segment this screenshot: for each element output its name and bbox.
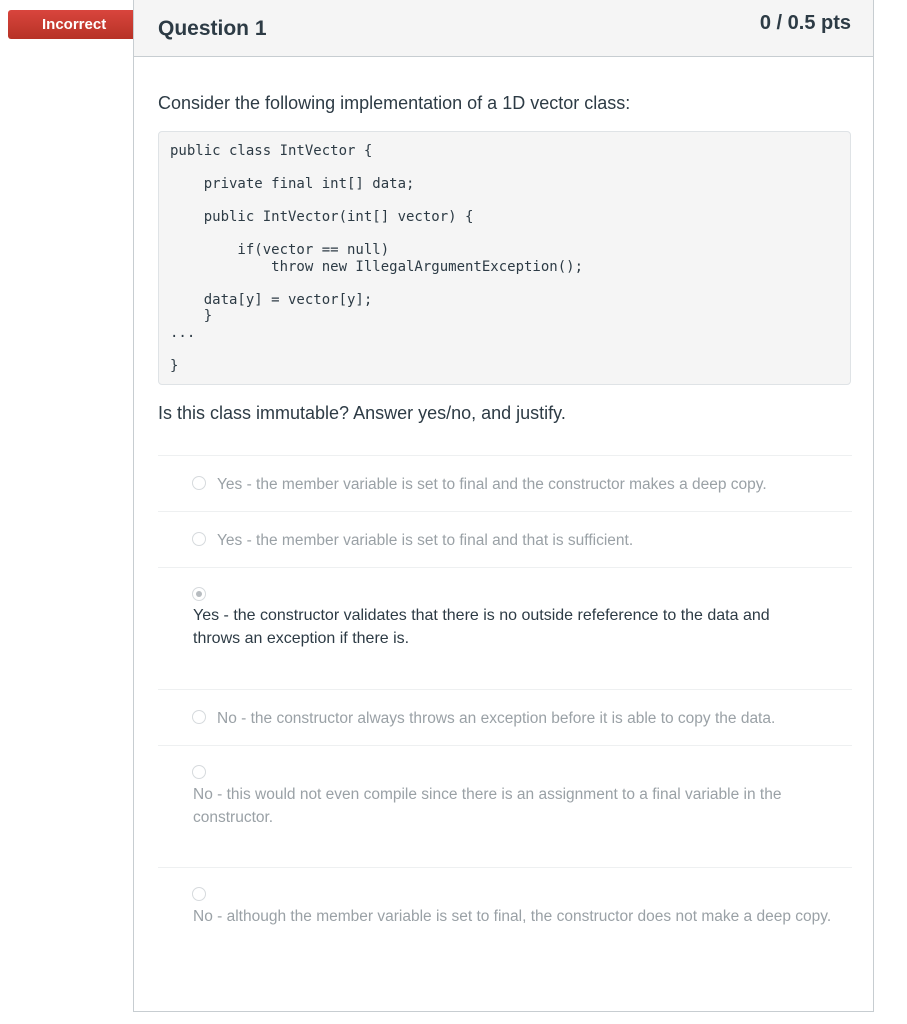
radio-button[interactable] <box>192 887 206 901</box>
answer-option-selected[interactable] <box>158 567 852 689</box>
answer-text: No - this would not even compile since there is an assignment to a final variable in the constructor. <box>193 786 782 826</box>
question-ask: Is this class immutable? Answer yes/no, and justify. <box>158 403 566 423</box>
answer-option[interactable] <box>158 867 852 967</box>
radio-button[interactable] <box>192 765 206 779</box>
answer-option[interactable] <box>158 689 852 745</box>
question-header <box>134 0 873 57</box>
radio-button[interactable] <box>192 476 206 490</box>
answer-text: Yes - the member variable is set to final and the constructor makes a deep copy. <box>217 476 767 493</box>
answer-text: Yes - the constructor validates that there is no outside refeference to the data and throws an exception if there is. <box>193 607 770 647</box>
answer-option[interactable] <box>158 455 852 511</box>
radio-button[interactable] <box>192 710 206 724</box>
answer-text: No - although the member variable is set to final, the constructor does not make a deep copy. <box>193 908 832 925</box>
answer-list <box>158 455 852 967</box>
code-text: public class IntVector { private final int[] data; public IntVector(int[] vector) { if(vector == null) throw new IllegalArgumentException(); data[y] = vector[y]; } ... } <box>170 143 584 374</box>
code-block <box>158 131 851 385</box>
incorrect-flag: Incorrect <box>8 10 140 39</box>
radio-button-checked[interactable] <box>192 587 206 601</box>
radio-button[interactable] <box>192 532 206 546</box>
question-points: 0 / 0.5 pts <box>759 12 851 34</box>
answer-option[interactable] <box>158 745 852 867</box>
question-title: Question 1 <box>158 17 267 40</box>
answer-text: Yes - the member variable is set to final and that is sufficient. <box>217 532 634 549</box>
answer-text: No - the constructor always throws an exception before it is able to copy the data. <box>217 710 776 727</box>
question-card <box>133 0 874 1012</box>
answer-option[interactable] <box>158 511 852 567</box>
question-prompt: Consider the following implementation of a 1D vector class: <box>158 93 631 113</box>
